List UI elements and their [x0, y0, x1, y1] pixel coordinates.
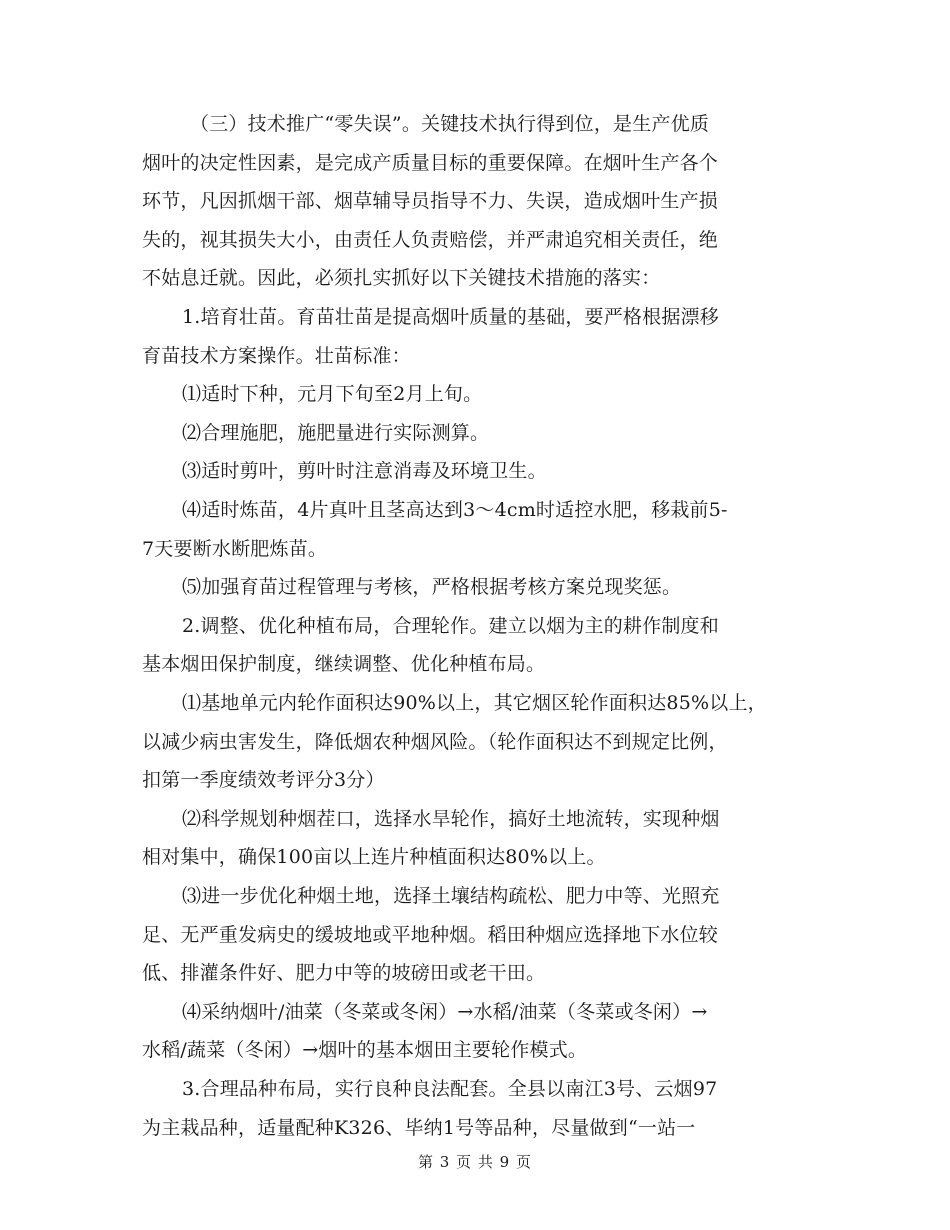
- text-line: ⑴适时下种，元月下旬至2月上旬。: [182, 383, 483, 406]
- text-line: 失的，视其损失大小，由责任人负责赔偿，并严肃追究相关责任，绝: [142, 228, 719, 251]
- text-line: ⑵科学规划种烟茬口，选择水旱轮作，搞好土地流转，实现种烟: [182, 807, 720, 830]
- text-line: ⑷采纳烟叶/油菜（冬菜或冬闲）→水稻/油菜（冬菜或冬闲）→: [182, 1000, 708, 1023]
- text-line: ⑴基地单元内轮作面积达90%以上，其它烟区轮作面积达85%以上，: [182, 692, 767, 714]
- text-line: 3.合理品种布局，实行良种良法配套。全县以南江3号、云烟97: [182, 1078, 718, 1100]
- text-line: 低、排灌条件好、肥力中等的坡磅田或老干田。: [142, 962, 546, 985]
- text-line: 基本烟田保护制度，继续调整、优化种植布局。: [142, 653, 546, 676]
- text-line: ⑷适时炼苗，4片真叶且茎高达到3～4cm时适控水肥，移栽前5-: [182, 499, 728, 521]
- text-line: 7天要断水断肥炼苗。: [142, 537, 328, 560]
- text-line: 为主栽品种，适量配种K326、毕纳1号等品种，尽量做到“一站一: [142, 1116, 696, 1139]
- text-line: 烟叶的决定性因素，是完成产质量目标的重要保障。在烟叶生产各个: [142, 151, 719, 174]
- text-line: ⑸加强育苗过程管理与考核，严格根据考核方案兑现奖惩。: [182, 576, 682, 599]
- text-line: （三）技术推广“零失误”。关键技术执行得到位，是生产优质: [190, 113, 710, 135]
- text-line: ⑶适时剪叶，剪叶时注意消毒及环境卫生。: [182, 460, 547, 483]
- text-line: 扣第一季度绩效考评分3分）: [142, 769, 385, 792]
- page-footer: 第 3 页 共 9 页: [418, 1153, 532, 1171]
- text-line: ⑵合理施肥，施肥量进行实际测算。: [182, 421, 490, 444]
- text-line: 水稻/蔬菜（冬闲）→烟叶的基本烟田主要轮作模式。: [142, 1039, 588, 1062]
- text-line: 环节，凡因抓烟干部、烟草辅导员指导不力、失误，造成烟叶生产损: [142, 190, 719, 213]
- text-line: 不姑息迁就。因此，必须扎实抓好以下关键技术措施的落实：: [142, 267, 661, 290]
- text-line: 以减少病虫害发生，降低烟农种烟风险。（轮作面积达不到规定比例，: [142, 730, 728, 753]
- text-line: 育苗技术方案操作。壮苗标准：: [142, 344, 411, 367]
- text-line: 相对集中，确保100亩以上连片种植面积达80%以上。: [142, 846, 606, 869]
- text-line: 2.调整、优化种植布局，合理轮作。建立以烟为主的耕作制度和: [182, 614, 719, 637]
- text-line: 1.培育壮苗。育苗壮苗是提高烟叶质量的基础，要严格根据漂移: [182, 306, 719, 328]
- text-line: ⑶进一步优化种烟土地，选择土壤结构疏松、肥力中等、光照充: [182, 885, 720, 907]
- text-line: 足、无严重发病史的缓坡地或平地种烟。稻田种烟应选择地下水位较: [142, 923, 719, 946]
